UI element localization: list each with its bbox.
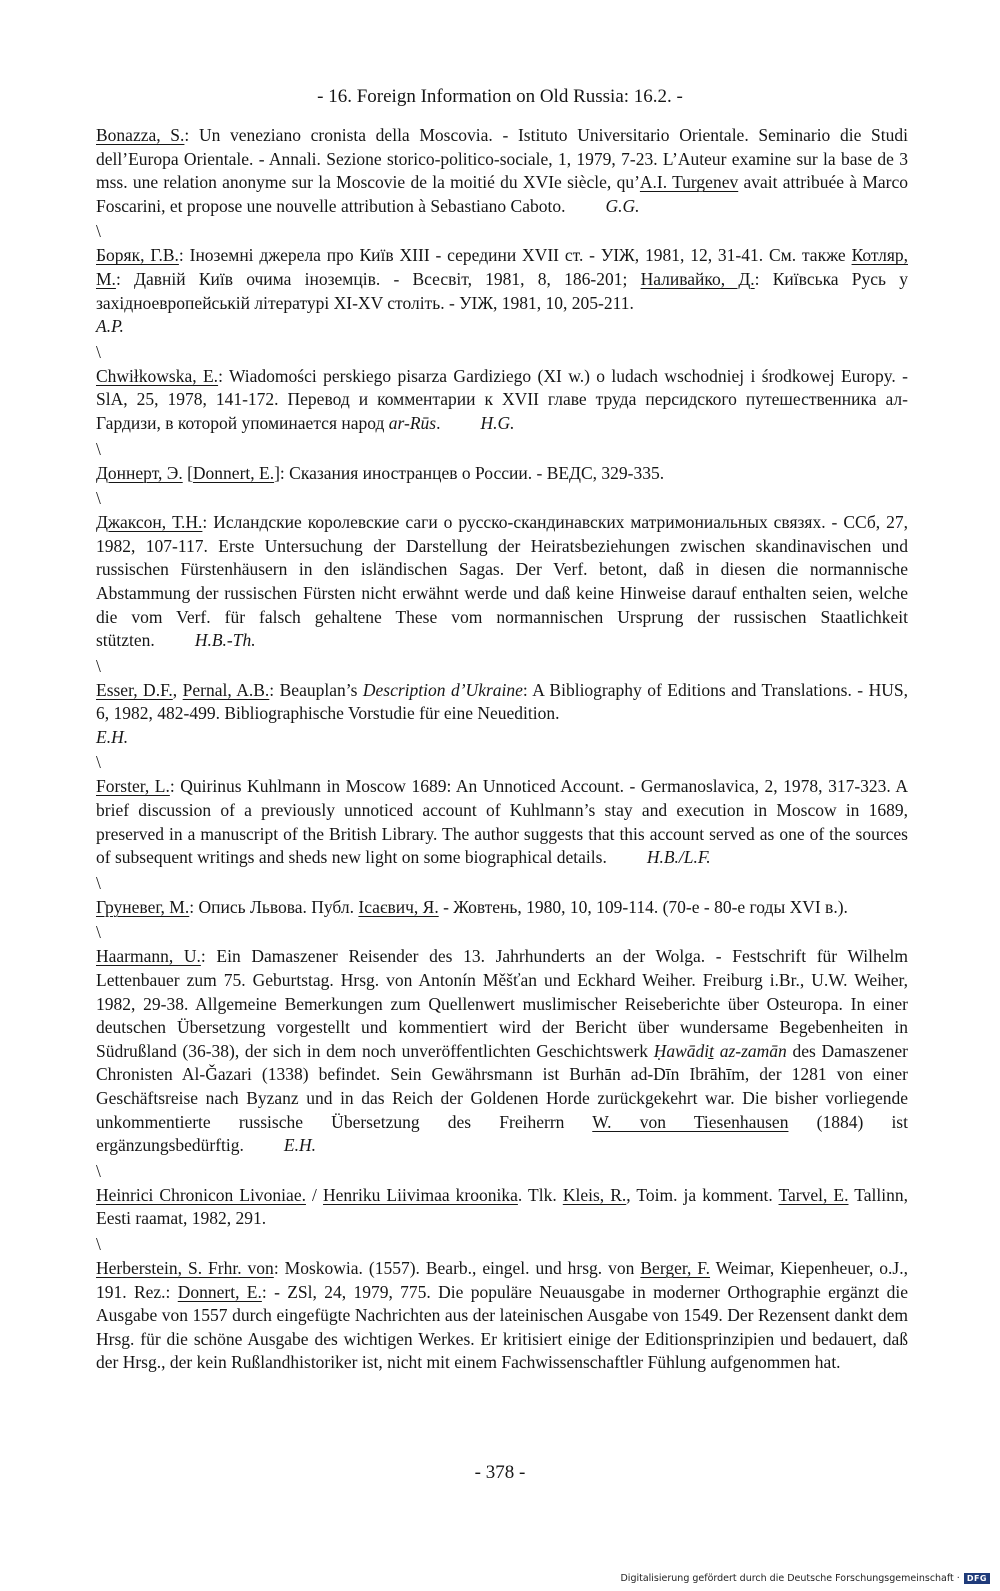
- page-number: - 378 -: [474, 1462, 526, 1483]
- entry-author: Груневег, М.: [96, 896, 190, 917]
- entry-text: : Ein Damaszener Reisender des 13. Jahrhunderts an der Wolga. - Festschrift für Wilhelm Lettenbauer zum 75. Geburtstag. Hrsg. von Antonín Měšťan und Eckhard Weiher. Freiburg i.Br., U.W. Weiher, 1982, 29-38. Allgemeine Bemerkungen zum Quellenwert muslimischer Reiseberichte über Osteuropa. In einer deutschen Übersetzung vorgestellt und kommentiert wird der Bericht über wundersame Begebenheiten in Südrußland (36-38), der sich in dem noch unveröffentlichten Geschichtswerk: [96, 946, 908, 1061]
- entry-heinrici: [96, 1184, 908, 1231]
- entry-text: des Damaszener Chronisten Al-Ǧazari (1338) befindet. Sein Gewährsmann ist Burhān ad-Dīn Ibrāhīm, der 1281 von einer Geschäftsreise nach Byzanz und in das Reich der Goldenen Horde zurückgekehrt war. Die bisher vorliegende unkommentierte russische Übersetzung des Freiherrn: [96, 1040, 908, 1132]
- credit-text: Digitalisierung gefördert durch die Deutsche Forschungsgemeinschaft ·: [620, 1573, 960, 1584]
- entry-separator: \: [96, 872, 101, 893]
- entry-reference: Donnert, E.: [177, 1281, 262, 1302]
- entry-jackson: [96, 511, 908, 653]
- entry-reference: Tarvel, E.: [778, 1184, 849, 1205]
- entry-text: avait attribuée à Marco Foscarini, et propose une nouvelle attribution à Sebastiano Caboto.: [96, 172, 908, 216]
- entry-text: ]: Сказания иностранцев о России. - ВЕДС, 329-335.: [274, 462, 665, 483]
- entry-reference: W. von Tiesenhausen: [592, 1111, 789, 1132]
- entry-text: : - ZSl, 24, 1979, 775. Die populäre Neuausgabe in moderner Orthographie ergänzt die Ausgabe von 1557 durch eingefügte Nachrichten aus der lateinischen Ausgabe von 1549. Der Rezensent dankt dem Hrsg. für die schöne Ausgabe des wichtigen Werkes. Er kritisiert einige der Editionsprinzipien und bedauert, daß der Hrsg., der kein Rußlandhistoriker ist, nicht mit einem Fachwissenschaftler Fühlung aufgenommen hat.: [96, 1281, 908, 1373]
- entry-boryak: [96, 244, 908, 338]
- entry-title: Heinrici Chronicon Livoniae.: [96, 1184, 306, 1205]
- entry-italic-title: Description d’Ukraine: [362, 679, 523, 700]
- digitization-credit: [620, 1573, 990, 1584]
- entry-separator: \: [96, 1233, 101, 1254]
- reviewer-initials: H.G.: [480, 412, 515, 433]
- reviewer-initials: H.B.-Th.: [194, 630, 256, 651]
- dfg-logo-icon: DFG: [964, 1573, 990, 1584]
- reviewer-initials: G.G.: [605, 195, 640, 216]
- entry-text: : Давній Київ очима іноземців. - Всесвіт, 1981, 8, 186-201;: [115, 268, 641, 289]
- entry-separator: \: [96, 1160, 101, 1181]
- entry-separator: \: [96, 221, 101, 242]
- entry-text: (1884) ist ergänzungsbedürftig.: [96, 1111, 908, 1156]
- entry-author: Джаксон, Т.Н.: [96, 512, 203, 533]
- reviewer-initials: E.H.: [96, 726, 129, 747]
- entry-text: : Beauplan’s: [269, 679, 363, 700]
- entry-reference: Наливайко, Д.: [640, 268, 755, 289]
- entry-author: Pernal, A.B.: [182, 679, 270, 700]
- entry-bonazza: [96, 124, 908, 218]
- entry-forster: [96, 775, 908, 869]
- entry-text: : Moskowia. (1557). Bearb., eingel. und hrsg. von: [273, 1257, 641, 1278]
- entry-separator: \: [96, 438, 101, 459]
- entry-text: : Київська Русь у західноевропейській літературі XI-XV століть. - УІЖ, 1981, 10, 205-211.: [96, 268, 909, 313]
- entry-reference: Berger, F.: [640, 1257, 711, 1278]
- entry-herberstein: [96, 1257, 908, 1375]
- entry-text: : Un veneziano cronista della Moscovia. - Istituto Universitario Orientale. Seminario die Studi dell’Europa Orientale. - Annali. Sezione storico-politico-sociale, 1, 1979, 7-23. L’Auteur examine sur la base de 3 mss. une relation anonyme sur la Moscovie de la moitié du XVIe siècle, qu’: [96, 125, 908, 193]
- entry-text: : Quirinus Kuhlmann in Moscow 1689: An Unnoticed Account. - Germanoslavica, 2, 1978, 317-323. A brief discussion of a previously unnoticed account of Kuhlmann’s stay and execution in Moscow in 1689, preserved in a manuscript of the British Library. The author suggests that this account served as one of the sources of subsequent writings and sheds new light on some biographical details.: [96, 776, 908, 868]
- entry-text: .: [436, 412, 441, 433]
- entry-text: Weimar, Kiepenheuer, o.J., 191. Rez.:: [96, 1257, 908, 1302]
- entry-text: ,: [172, 679, 183, 700]
- entry-author: Chwiłkowska, E.: [96, 365, 219, 386]
- reviewer-initials: H.B./L.F.: [646, 847, 711, 868]
- entry-author: Доннерт, Э.: [96, 462, 183, 483]
- entry-gruneveg: [96, 896, 908, 920]
- reviewer-initials: A.P.: [96, 316, 124, 337]
- entry-author: Haarmann, U.: [96, 946, 201, 967]
- entry-haarmann: [96, 945, 908, 1157]
- entry-reference: Donnert, E.: [192, 462, 275, 483]
- entry-text: , Toim. ja komment.: [626, 1184, 779, 1205]
- entry-text: : Іноземні джерела про Київ XIII - середини XVII ст. - УІЖ, 1981, 12, 31-41. См. также: [178, 245, 852, 266]
- entry-title: Henriku Liivimaa kroonika: [323, 1184, 518, 1205]
- entry-separator: \: [96, 922, 101, 943]
- entry-text: : Wiadomości perskiego pisarza Gardiziego (XI w.) o ludach wschodniej i środkowej Europy. - SlA, 25, 1978, 141-172. Перевод и комментарии к XVII главе труда персидского путешественника ал-Гардизи, в которой упоминается народ: [96, 365, 908, 433]
- entry-text: . Tlk.: [517, 1184, 563, 1205]
- entry-text: /: [305, 1184, 323, 1205]
- running-header: - 16. Foreign Information on Old Russia: 16.2. -: [317, 86, 683, 107]
- entry-author: Боряк, Г.В.: [96, 245, 179, 266]
- entry-reference: Котляр, М.: [96, 245, 909, 289]
- entry-text: : Опись Львова. Публ.: [189, 896, 359, 917]
- entry-separator: \: [96, 752, 101, 773]
- entry-author: Forster, L.: [96, 776, 170, 797]
- entry-author: Bonazza, S.: [96, 125, 185, 145]
- entry-italic-title: Ḥawādiṯ az-zamān: [653, 1040, 787, 1061]
- entry-donnert: [96, 462, 908, 486]
- entry-text: : A Bibliography of Editions and Translations. - HUS, 6, 1982, 482-499. Bibliographische Vorstudie für eine Neuedition.: [96, 679, 908, 724]
- entry-separator: \: [96, 488, 101, 509]
- entry-text: Tallinn, Eesti raamat, 1982, 291.: [96, 1184, 908, 1229]
- entry-reference: Ісаєвич, Я.: [358, 896, 439, 917]
- entry-separator: \: [96, 341, 101, 362]
- entry-author: Esser, D.F.: [96, 679, 173, 700]
- bibliography-body: [96, 124, 908, 1375]
- entry-reference: A.I. Turgenev: [639, 172, 739, 193]
- entry-text: [: [182, 462, 193, 483]
- reviewer-initials: E.H.: [283, 1135, 316, 1156]
- entry-text: : Исландские королевские саги о русско-скандинавских матримониальных связях. - ССб, 27, 1982, 107-117. Erste Untersuchung der Darstellung der Heiratsbeziehungen zwischen skandinavischen und russischen Fürstenhäusern in den isländischen Sagas. Der Verf. betont, daß in diesen die normannische Abstammung der russischen Fürsten nicht erwähnt werde und daß keine Hinweise darauf enthalten seien, welche die vom Verf. für falsch gehaltene These vom normannischen Ursprung der russischen Staatlichkeit stützten.: [96, 512, 908, 651]
- entry-esser: [96, 679, 908, 750]
- entry-author: Herberstein, S. Frhr. von: [96, 1257, 274, 1278]
- entry-reference: Kleis, R.: [562, 1184, 627, 1205]
- entry-text: - Жовтень, 1980, 10, 109-114. (70-е - 80-е годы XVI в.).: [438, 896, 848, 917]
- entry-separator: \: [96, 655, 101, 676]
- entry-chwilkowska: [96, 365, 908, 436]
- entry-italic-term: ar-Rūs: [388, 412, 437, 433]
